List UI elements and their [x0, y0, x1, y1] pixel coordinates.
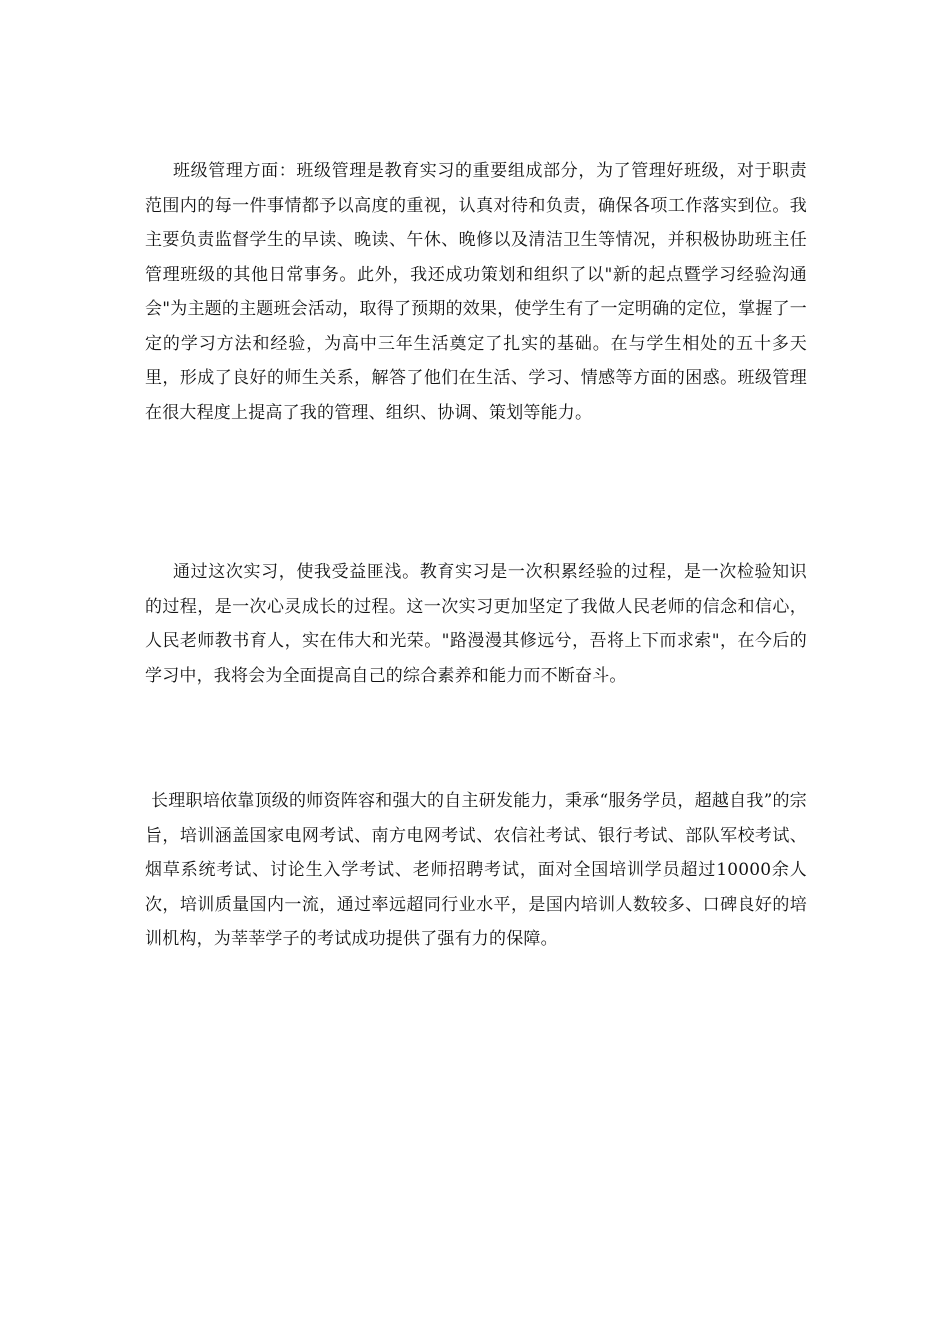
- paragraph-training-ad: 长理职培依靠顶级的师资阵容和强大的自主研发能力，秉承“服务学员，超越自我”的宗旨，培训涵盖国家电网考试、南方电网考试、农信社考试、银行考试、部队军校考试、烟草系统考试、讨论生入学考试、老师招聘考试，面对全国培训学员超过10000余人次，培训质量国内一流，通过率远超同行业水平，是国内培训人数较多、口碑良好的培训机构，为莘莘学子的考试成功提供了强有力的保障。: [145, 791, 807, 949]
- paragraph-internship-summary: 通过这次实习，使我受益匪浅。教育实习是一次积累经验的过程，是一次检验知识的过程，是一次心灵成长的过程。这一次实习更加坚定了我做人民老师的信念和信心，人民老师教书育人，实在伟大和光荣。"路漫漫其修远兮，吾将上下而求索"，在今后的学习中，我将会为全面提高自己的综合素养和能力而不断奋斗。: [145, 562, 807, 686]
- paragraph-class-management: 班级管理方面：班级管理是教育实习的重要组成部分，为了管理好班级，对于职责范围内的每一件事情都予以高度的重视，认真对待和负责，确保各项工作落实到位。我主要负责监督学生的早读、晚读、午休、晚修以及清洁卫生等情况，并积极协助班主任管理班级的其他日常事务。此外，我还成功策划和组织了以"新的起点暨学习经验沟通会"为主题的主题班会活动，取得了预期的效果，使学生有了一定明确的定位，掌握了一定的学习方法和经验，为高中三年生活奠定了扎实的基础。在与学生相处的五十多天里，形成了良好的师生关系，解答了他们在生活、学习、情感等方面的困惑。班级管理在很大程度上提高了我的管理、组织、协调、策划等能力。: [145, 161, 807, 423]
